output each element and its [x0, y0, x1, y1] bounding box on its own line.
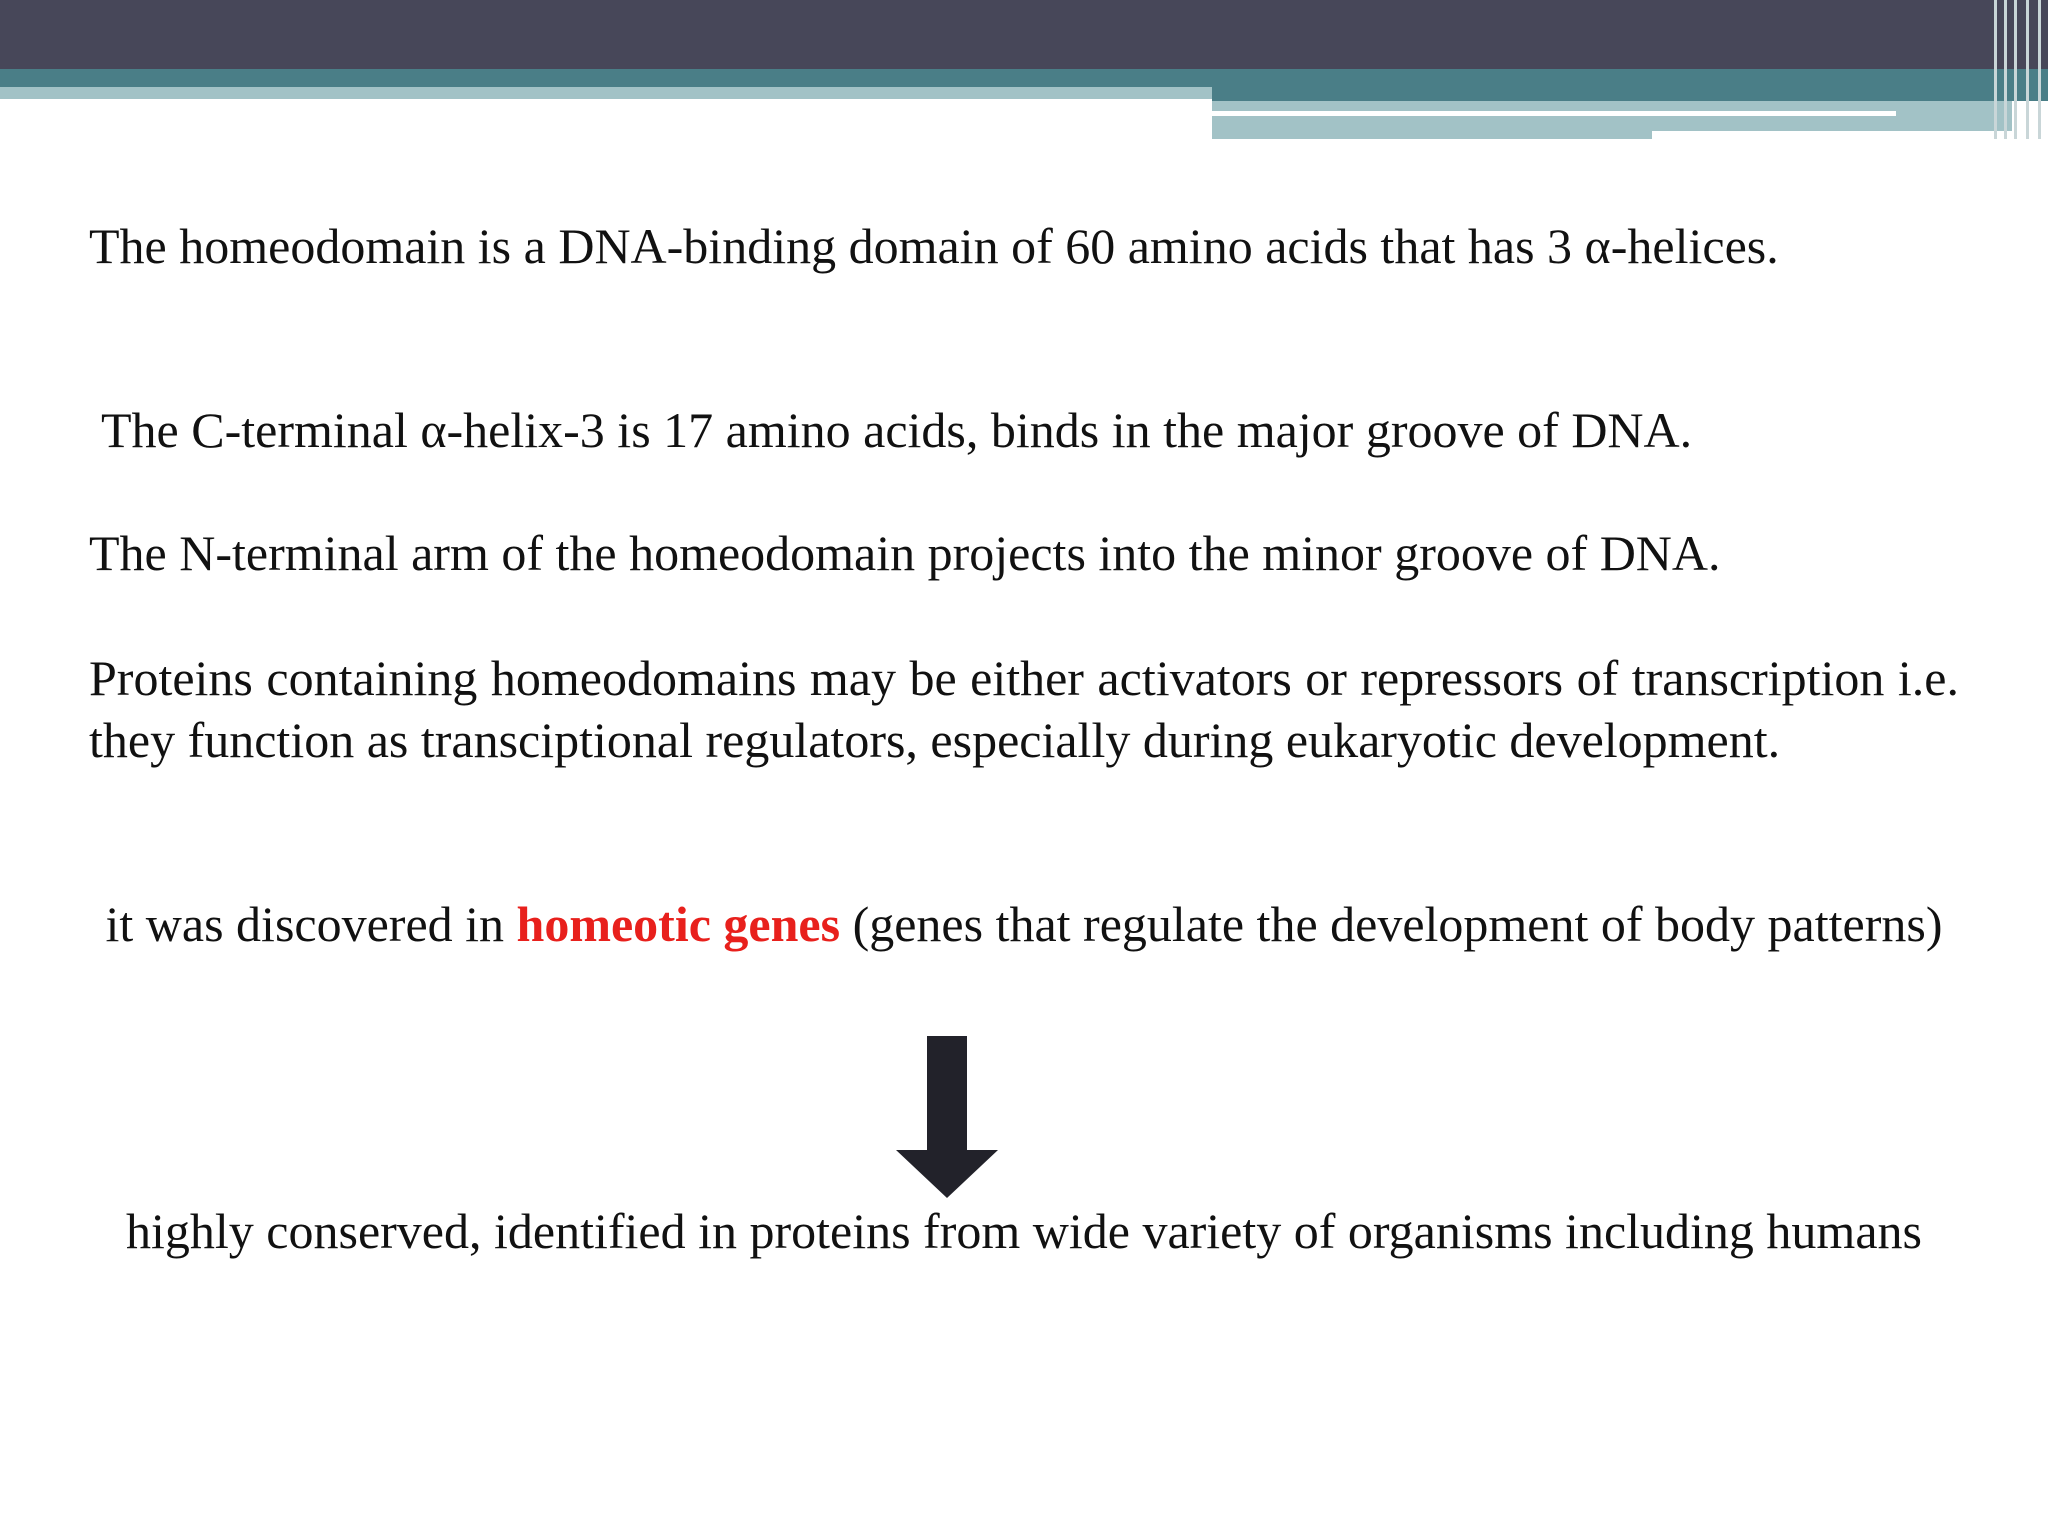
- header-divider-line-2: [1652, 131, 2012, 139]
- header-divider-line: [1212, 111, 1896, 116]
- header-edge-stripe: [2026, 0, 2029, 139]
- paragraph-conservation: highly conserved, identified in proteins from wide variety of organisms including humans: [126, 1203, 1922, 1259]
- discovery-text-after: (genes that regulate the development of body patterns): [840, 896, 1943, 952]
- paragraph-discovery: [100, 893, 1948, 955]
- header-edge-stripe: [2004, 0, 2007, 139]
- header-teal-band: [0, 69, 2048, 87]
- paragraph-homeodomain-definition: The homeodomain is a DNA-binding domain of 60 amino acids that has 3 α-helices.: [89, 218, 1779, 274]
- header-edge-stripe: [1994, 0, 1997, 139]
- paragraph-n-terminal-arm: The N-terminal arm of the homeodomain projects into the minor groove of DNA.: [89, 525, 1721, 581]
- header-teal-band-right: [1212, 87, 2048, 101]
- header-light-band-left: [0, 87, 1212, 99]
- homeotic-genes-highlight: homeotic genes: [516, 896, 841, 952]
- paragraph-transcription-regulators: Proteins containing homeodomains may be either activators or repressors of transcription i.e. they function as transciptional regulators, especially during eukaryotic development.: [89, 650, 1959, 768]
- header-dark-band: [0, 0, 2048, 69]
- discovery-text-before: it was discovered in: [105, 896, 517, 952]
- paragraph-c-terminal-helix: The C-terminal α-helix-3 is 17 amino acids, binds in the major groove of DNA.: [101, 402, 1693, 458]
- header-edge-stripe: [2038, 0, 2041, 139]
- down-arrow-icon: [896, 1036, 998, 1198]
- header-edge-stripe: [2014, 0, 2017, 139]
